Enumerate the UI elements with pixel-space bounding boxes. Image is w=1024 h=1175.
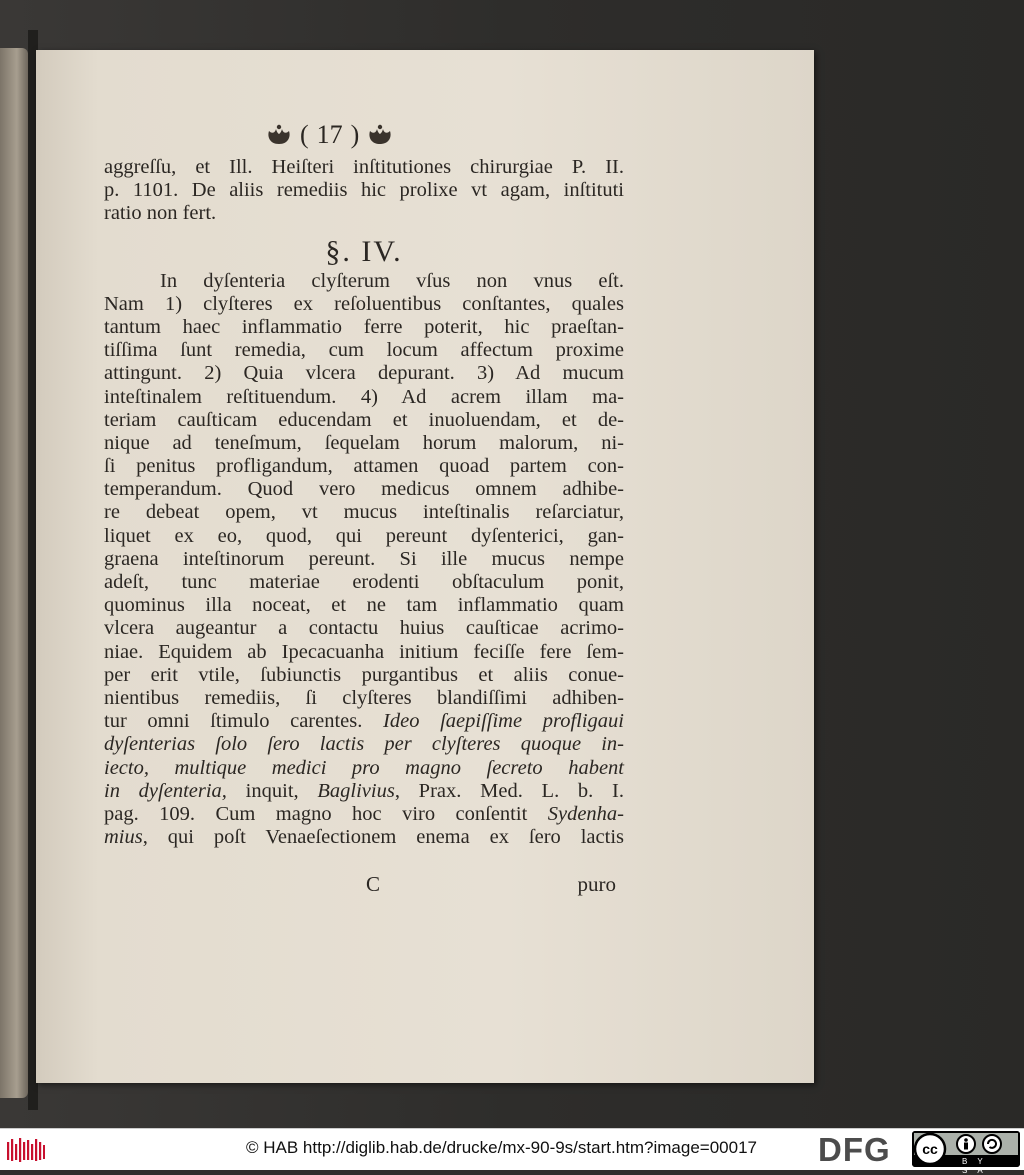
text-line: aggreſſu, et Ill. Heiſteri inſtitutiones chirurgiae P. II.	[104, 156, 624, 178]
text-line: temperandum. Quod vero medicus omnem adhibe-	[104, 478, 624, 501]
italic-run: in dyſenteria,	[104, 779, 227, 802]
text-line	[104, 803, 624, 826]
text-line: ſi penitus profligandum, attamen quoad partem con-	[104, 455, 624, 478]
text-line: graena inteſtinorum pereunt. Si ille mucus nempe	[104, 547, 624, 570]
viewer-footer-bar	[0, 1128, 1024, 1175]
text-line: ratio non fert.	[104, 202, 217, 225]
page-header	[266, 120, 393, 150]
dfg-logo[interactable]: DFG	[818, 1131, 891, 1168]
text-line	[104, 826, 624, 849]
author-name: Sydenha-	[547, 802, 624, 825]
text-line: re debeat opem, vt mucus inteſtinalis reſarciatur,	[104, 501, 624, 524]
text-line: quominus illa noceat, et ne tam inflammatio quam	[104, 594, 624, 617]
text-run: , qui poſt Venaeſectionem enema ex ſero lactis	[142, 826, 624, 849]
author-name: Baglivius	[317, 779, 395, 802]
author-name: mius	[104, 826, 143, 849]
text-line	[104, 780, 624, 803]
section-heading: §. IV.	[325, 234, 403, 268]
text-line: teriam cauſticam educendam et inuoluendam, et de-	[104, 408, 624, 431]
page-number-close: )	[350, 120, 360, 149]
text-line: p. 1101. De aliis remediis hic prolixe vt agam, inſtituti	[104, 179, 624, 202]
text-run: , Prax. Med. L. b. I.	[394, 779, 624, 802]
license-text: BY SA	[962, 1157, 993, 1175]
page-number-open: (	[300, 120, 309, 149]
previous-page-edge	[0, 48, 28, 1098]
text-line: per erit vtile, ſubiunctis purgantibus et aliis conue-	[104, 663, 624, 686]
text-line: liquet ex eo, quod, qui pereunt dyſenterici, gan-	[104, 524, 624, 547]
text-run: inquit,	[245, 779, 318, 802]
page-text	[104, 156, 624, 849]
text-line: vlcera augeantur a contactu huius cauſticae acrimo-	[104, 617, 624, 640]
hab-logo-icon[interactable]	[6, 1136, 46, 1164]
text-line: niae. Equidem ab Ipecacuanha initium feciſſe fere ſem-	[104, 640, 624, 663]
text-line: tantum haec inflammatio ferre poterit, hic praeſtan-	[104, 315, 624, 338]
text-line: Nam 1) clyſteres ex reſoluentibus conſtantes, quales	[104, 292, 624, 315]
text-line: dyſenterias ſolo ſero lactis per clyſteres quoque in-	[104, 733, 624, 756]
text-run: pag. 109. Cum magno hoc viro conſentit	[104, 802, 548, 825]
text-line: nique ad teneſmum, ſequelam horum malorum, ni-	[104, 431, 624, 454]
text-line: attingunt. 2) Quia vlcera depurant. 3) Ad mucum	[104, 362, 624, 385]
signature-mark: C	[366, 872, 381, 896]
text-run: tur omni ſtimulo carentes.	[104, 710, 363, 733]
catchword: puro	[577, 872, 616, 896]
copyright-link[interactable]: © HAB http://diglib.hab.de/drucke/mx-90-9s/start.htm?image=00017	[246, 1138, 757, 1157]
text-line: nientibus remediis, ſi clyſteres blandiſſimi adhiben-	[104, 686, 624, 709]
fleuron-right-icon	[367, 124, 393, 146]
italic-run: Ideo ſaepiſſime profligaui	[383, 710, 624, 733]
page-footer	[104, 872, 624, 896]
page-number: 17	[316, 120, 343, 149]
text-line	[104, 710, 624, 733]
text-line: iecto, multique medici pro magno ſecreto habent	[104, 756, 624, 779]
text-line: adeſt, tunc materiae erodenti obſtaculum ponit,	[104, 571, 624, 593]
text-line: tiſſima ſunt remedia, cum locum affectum proxime	[104, 339, 624, 362]
text-line: inteſtinalem reſtituendum. 4) Ad acrem illam ma-	[104, 385, 624, 408]
text-line: In dyſenteria clyſterum vſus non vnus eſt.	[160, 269, 624, 292]
svg-text:cc: cc	[922, 1141, 938, 1157]
fleuron-left-icon	[266, 124, 292, 146]
sa-icon	[983, 1135, 1001, 1153]
